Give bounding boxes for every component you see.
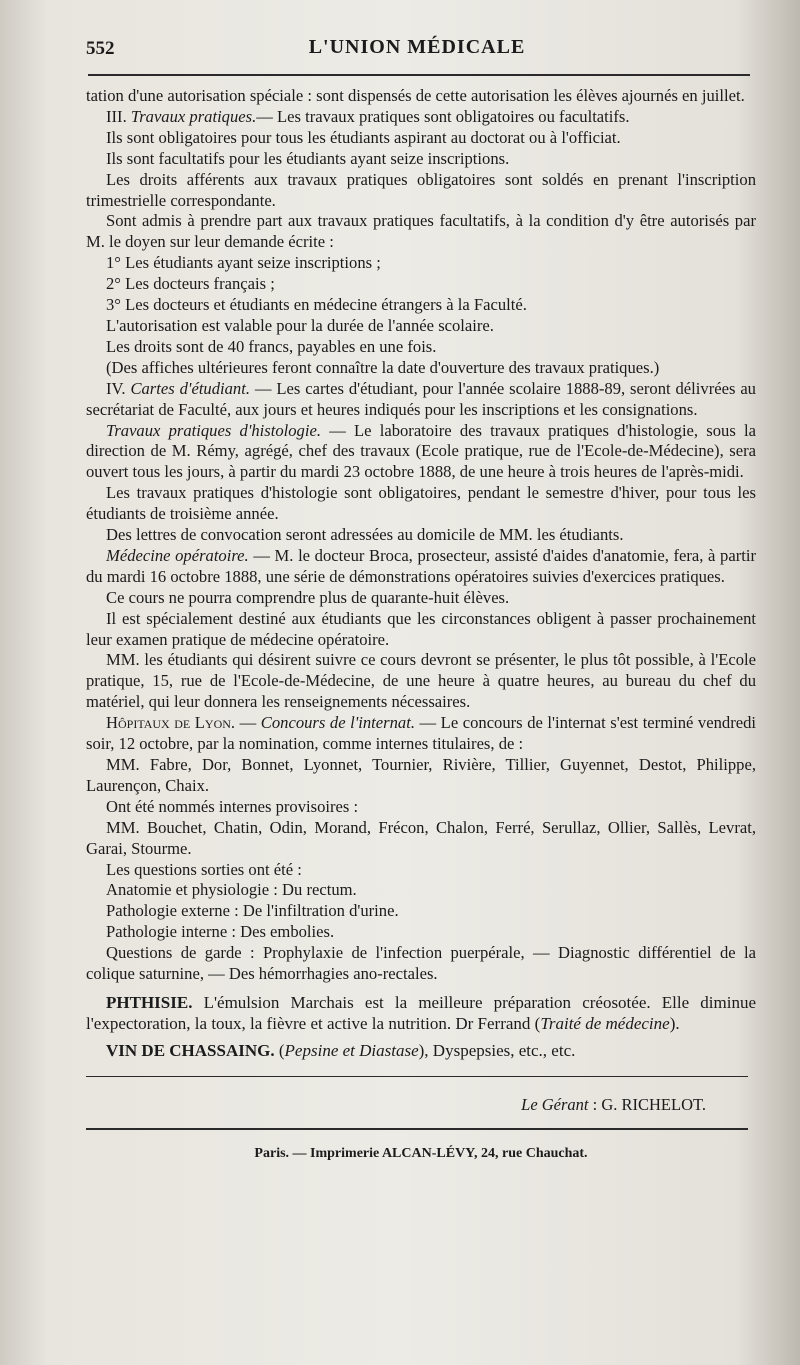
ad-heading: PHTHISIE.	[106, 992, 193, 1012]
page-header	[82, 34, 752, 66]
paragraph-histologie	[86, 421, 756, 484]
paragraph: Questions de garde : Prophylaxie de l'infection puerpérale, — Diagnostic différentiel de la colique saturnine, — Des hémorrhagies ano-rectales.	[86, 943, 756, 984]
section-label: III.	[106, 106, 131, 126]
ad-heading: VIN DE CHASSAING.	[106, 1040, 275, 1060]
paragraph-section-iv	[86, 379, 756, 421]
paragraph-section-iii	[86, 107, 756, 128]
section-text: — M. le docteur Broca, prosecteur, assisté d'aides d'anatomie, fera, à partir du mardi 16 octobre 1888, une série de démonstrations opératoires suivies d'exercices pratiques.	[86, 545, 756, 586]
list-item: 2° Les docteurs français ;	[106, 274, 275, 294]
ad-text: (	[274, 1040, 285, 1060]
paragraph: Des lettres de convocation seront adressées au domicile de MM. les étudiants.	[106, 525, 624, 545]
paragraph: Les droits sont de 40 francs, payables en une fois.	[106, 336, 437, 356]
paragraph: Sont admis à prendre part aux travaux pratiques facultatifs, à la condition d'y être autorisés par M. le doyen sur leur demande écrite :	[86, 211, 756, 252]
section-heading: Médecine opératoire.	[106, 545, 249, 565]
imprint-rule	[86, 1128, 748, 1130]
ad-reference: Traité de médecine	[540, 1013, 670, 1033]
header-rule	[88, 74, 750, 76]
section-text: — Les travaux pratiques sont obligatoires ou facultatifs.	[256, 106, 630, 126]
paragraph: MM. Bouchet, Chatin, Odin, Morand, Frécon, Chalon, Ferré, Serullaz, Ollier, Sallès, Levrat, Garai, Stourme.	[86, 817, 756, 858]
gerant-signature	[86, 1095, 756, 1116]
advertisement-vin	[86, 1041, 756, 1062]
ad-text-tail: ), Dyspepsies, etc., etc.	[418, 1040, 576, 1060]
printer-imprint: Paris. — Imprimerie ALCAN-LÉVY, 24, rue Chauchat.	[254, 1145, 588, 1161]
ad-reference: Pepsine et Diastase	[284, 1040, 419, 1060]
paragraph-hopitaux-lyon	[86, 713, 756, 755]
section-text: — Les cartes d'étudiant, pour l'année scolaire 1888-89, seront délivrées au secrétariat de Faculté, aux jours et heures indiqués pour les inscriptions et les consignations.	[86, 378, 756, 419]
paragraph: L'autorisation est valable pour la durée de l'année scolaire.	[106, 315, 494, 335]
gerant-name: : G. RICHELOT.	[588, 1094, 706, 1114]
paragraph: Ils sont facultatifs pour les étudiants ayant seize inscriptions.	[106, 148, 510, 168]
paragraph: Les droits afférents aux travaux pratiques obligatoires sont soldés en prenant l'inscription trimestrielle correspondante.	[86, 169, 756, 210]
list-item: 3° Les docteurs et étudiants en médecine étrangers à la Faculté.	[106, 295, 527, 315]
footer-rule	[86, 1076, 748, 1077]
paragraph: Ce cours ne pourra comprendre plus de quarante-huit élèves.	[106, 587, 510, 607]
ad-text: L'émulsion Marchais est la meilleure préparation créosotée. Elle diminue l'expectoration, la toux, la fièvre et active la nutrition. Dr Ferrand (	[86, 992, 756, 1033]
section-label: IV.	[106, 378, 131, 398]
paragraph: Pathologie externe : De l'infiltration d'urine.	[106, 901, 399, 921]
section-heading: Cartes d'étudiant.	[130, 378, 250, 398]
article-body	[86, 86, 756, 1165]
journal-title: L'UNION MÉDICALE	[308, 36, 526, 58]
paragraph: Pathologie interne : Des embolies.	[106, 922, 335, 942]
section-heading: Travaux pratiques d'histologie.	[106, 420, 321, 440]
paragraph: Ont été nommés internes provisoires :	[106, 796, 359, 816]
gerant-label: Le Gérant	[521, 1094, 589, 1114]
paragraph: (Des affiches ultérieures feront connaître la date d'ouverture des travaux pratiques.)	[106, 357, 660, 377]
paragraph: Les questions sorties ont été :	[106, 859, 302, 879]
paragraph: MM. Fabre, Dor, Bonnet, Lyonnet, Tournier, Rivière, Tillier, Guyennet, Destot, Philippe, Laurençon, Chaix.	[86, 755, 756, 795]
section-label: Hôpitaux de Lyon. —	[106, 713, 261, 733]
paragraph: Ils sont obligatoires pour tous les étudiants aspirant au doctorat ou à l'officiat.	[106, 127, 621, 147]
paragraph: Les travaux pratiques d'histologie sont obligatoires, pendant le semestre d'hiver, pour tous les étudiants de troisième année.	[86, 483, 756, 524]
paragraph: Il est spécialement destiné aux étudiants que les circonstances obligent à passer prochainement leur examen pratique de médecine opératoire.	[86, 608, 756, 649]
paragraph: tation d'une autorisation spéciale : sont dispensés de cette autorisation les élèves ajournés en juillet.	[86, 86, 745, 105]
page-number: 552	[86, 38, 115, 59]
list-item: 1° Les étudiants ayant seize inscriptions ;	[106, 253, 381, 273]
paragraph: Anatomie et physiologie : Du rectum.	[106, 880, 357, 900]
advertisement-phthisie	[86, 993, 756, 1035]
paragraph: MM. les étudiants qui désirent suivre ce cours devront se présenter, le plus tôt possible, à l'Ecole pratique, 15, rue de l'Ecole-de-Médecine, de une heure à quatre heures, au bureau du chef du matériel, qui leur donnera les renseignements nécessaires.	[86, 650, 756, 712]
section-heading: Travaux pratiques.	[130, 106, 257, 126]
section-text: — Le laboratoire des travaux pratiques d'histologie, sous la direction de M. Rémy, agrégé, chef des travaux (Ecole pratique, rue de l'Ecole-de-Médecine), sera ouvert tous les jours, à partir du mardi 23 octobre 1888, de une heure à trois heures de l'après-midi.	[86, 420, 756, 482]
section-text: — Le concours de l'internat s'est terminé vendredi soir, 12 octobre, par la nomination, comme internes titulaires, de :	[86, 713, 756, 754]
paragraph-medecine-operatoire	[86, 546, 756, 588]
ad-text-tail: ).	[669, 1013, 680, 1033]
section-heading: Concours de l'internat.	[260, 713, 415, 733]
